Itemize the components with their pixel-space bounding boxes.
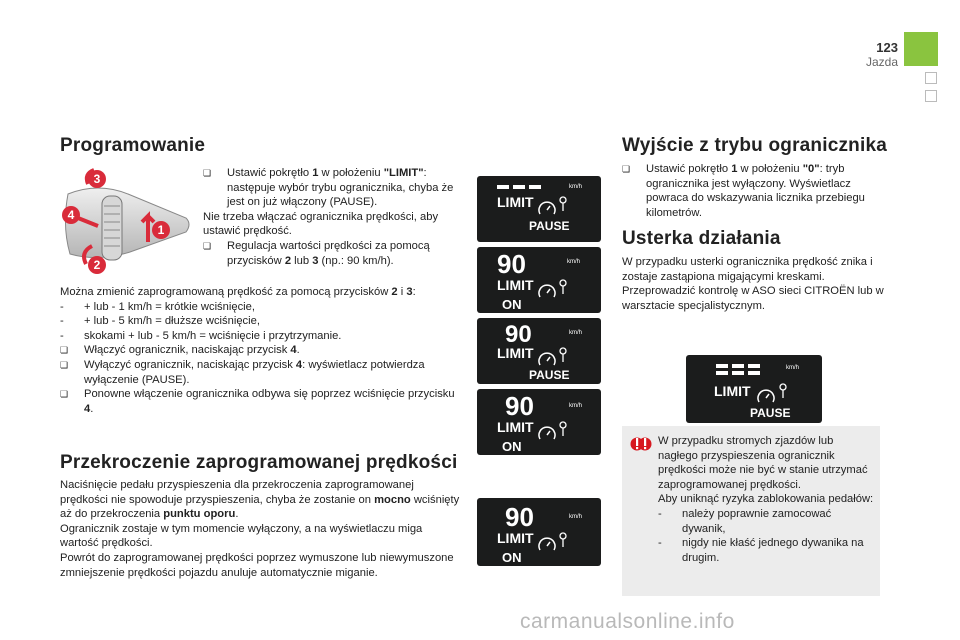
label-badge: 1	[152, 221, 170, 239]
unit-label: km/h	[786, 365, 800, 371]
limit-flag-icon	[560, 422, 566, 436]
display-fault-dashes	[686, 355, 822, 423]
limit-label: LIMIT	[497, 530, 534, 546]
limit-label: LIMIT	[497, 194, 534, 210]
unit-label: km/h	[569, 403, 583, 409]
speedometer-icon	[539, 427, 555, 439]
speedometer-icon	[539, 285, 555, 297]
unit-label: km/h	[567, 259, 581, 265]
programming-instructions	[60, 285, 460, 416]
dash-item: - nigdy nie kłaść jednego dywanika na drugim.	[658, 537, 864, 564]
display-limit-pause-dashes	[477, 176, 601, 242]
display-flashing-speed	[477, 498, 601, 566]
section-name: Jazda	[865, 55, 898, 69]
limit-flag-icon	[560, 348, 566, 362]
dash-item: - + lub - 1 km/h = krótkie wciśnięcie,	[60, 300, 255, 313]
limit-label: LIMIT	[497, 419, 534, 435]
watermark: carmanualsonline.info	[520, 610, 735, 633]
programming-instructions-top	[203, 166, 461, 268]
chapter-marker	[925, 90, 937, 102]
unit-label: km/h	[569, 514, 583, 520]
bullet-item: ❏ Ponowne włączenie ogranicznika odbywa się poprzez wciśnięcie przycisku 4.	[60, 388, 455, 415]
speed-value: 90	[505, 391, 534, 421]
paragraph: Można zmienić zaprogramowaną prędkość za pomocą przycisków 2 i 3:	[60, 286, 416, 298]
speed-value: 90	[505, 502, 534, 532]
checkbox-bullet-icon: ❏	[622, 164, 631, 174]
chapter-marker	[925, 72, 937, 84]
limit-flag-icon	[780, 384, 786, 398]
malfunction-text	[622, 255, 884, 313]
overspeed-title: Przekroczenie zaprogramowanej prędkości	[60, 452, 458, 473]
page-number: 123	[876, 40, 898, 55]
paragraph: Ogranicznik zostaje w tym momencie wyłączony, a na wyświetlaczu miga wartość prędkości.	[60, 522, 423, 550]
overspeed-text	[60, 478, 460, 580]
dash-item: - + lub - 5 km/h = dłuższe wciśnięcie,	[60, 315, 260, 328]
dash-item: - skokami + lub - 5 km/h = wciśnięcie i przytrzymanie.	[60, 329, 342, 342]
stalk-illustration	[58, 166, 194, 278]
speedometer-icon	[539, 353, 555, 365]
paragraph: Przeprowadzić kontrolę w ASO sieci CITROËN lub w warsztacie specjalistycznym.	[622, 285, 884, 312]
chapter-tab	[904, 32, 938, 66]
limit-flag-icon	[560, 197, 566, 211]
checkbox-bullet-icon: ❏	[203, 240, 212, 251]
speed-value: 90	[497, 249, 526, 279]
checkbox-bullet-icon: ❏	[203, 168, 212, 178]
bullet-item: ❏ Regulacja wartości prędkości za pomocą przycisków 2 lub 3 (np.: 90 km/h).	[203, 239, 430, 267]
unit-label: km/h	[569, 184, 583, 190]
paragraph: Naciśnięcie pedału przyspieszenia dla przekroczenia zaprogramowanej prędkości nie spowoduje przyspieszenia, chyba że zostanie on mocno wciśnięty aż do przekroczenia punktu oporu.	[60, 479, 460, 521]
label-badge: 2	[88, 256, 106, 274]
limit-label: LIMIT	[714, 383, 751, 399]
speedometer-icon	[539, 202, 555, 214]
speed-value: 90	[505, 321, 532, 348]
label-badge: 3	[88, 170, 106, 188]
malfunction-title: Usterka działania	[622, 228, 781, 249]
paragraph: Powrót do zaprogramowanej prędkości poprzez wymuszone lub niewymuszone zmniejszenie prędkości pojazdu anuluje automatycznie miganie.	[60, 551, 454, 579]
unit-label: km/h	[569, 330, 583, 336]
checkbox-bullet-icon: ❏	[60, 359, 69, 370]
label-badge: 4	[62, 206, 80, 224]
on-label: ON	[502, 297, 522, 312]
speedometer-icon	[539, 538, 555, 550]
paragraph: W przypadku usterki ogranicznika prędkość znika i zostaje zastąpiona migającymi kreskami.	[622, 256, 873, 283]
speedometer-icon	[758, 390, 774, 402]
on-label: ON	[502, 439, 522, 454]
limit-flag-icon	[560, 533, 566, 547]
display-limit-pause	[477, 318, 601, 384]
pause-label: PAUSE	[529, 368, 570, 382]
pause-label: PAUSE	[529, 219, 570, 233]
bullet-item: ❏ Ustawić pokrętło 1 w położeniu "LIMIT": następuje wybór trybu ogranicznika, chyba że jest on już włączony (PAUSE).	[203, 167, 454, 209]
pause-label: PAUSE	[750, 406, 791, 420]
display-limit-on-2	[477, 389, 601, 455]
checkbox-bullet-icon: ❏	[60, 389, 69, 400]
exit-mode-title: Wyjście z trybu ogranicznika	[622, 135, 887, 156]
bullet-item: ❏ Ustawić pokrętło 1 w położeniu "0": tryb ogranicznika jest wyłączony. Wyświetlacz powraca do wskazywania licznika przebiegu kilometrów.	[622, 163, 865, 219]
bullet-item: ❏ Wyłączyć ogranicznik, naciskając przycisk 4: wyświetlacz potwierdza wyłączenie (PAUSE).	[60, 358, 425, 386]
warning-text	[658, 434, 874, 565]
limit-label: LIMIT	[497, 345, 534, 361]
limit-flag-icon	[560, 280, 566, 294]
checkbox-bullet-icon: ❏	[60, 345, 69, 356]
limit-label: LIMIT	[497, 277, 534, 293]
programming-title: Programowanie	[60, 135, 206, 156]
display-limit-on	[477, 247, 601, 313]
paragraph: Nie trzeba włączać ogranicznika prędkości, aby ustawić prędkość.	[203, 210, 439, 238]
warning-icon	[630, 434, 652, 459]
dash-item: - należy poprawnie zamocować dywanik,	[658, 507, 832, 535]
paragraph: Aby uniknąć ryzyka zablokowania pedałów:	[658, 493, 874, 506]
paragraph: W przypadku stromych zjazdów lub nagłego przyspieszenia ogranicznik prędkości może nie być w stanie utrzymać zaprogramowanej prędkości.	[658, 435, 868, 491]
bullet-item: ❏ Włączyć ogranicznik, naciskając przycisk 4.	[60, 344, 300, 357]
on-label: ON	[502, 550, 522, 565]
warning-box	[622, 426, 880, 596]
exit-mode-text	[622, 162, 884, 220]
